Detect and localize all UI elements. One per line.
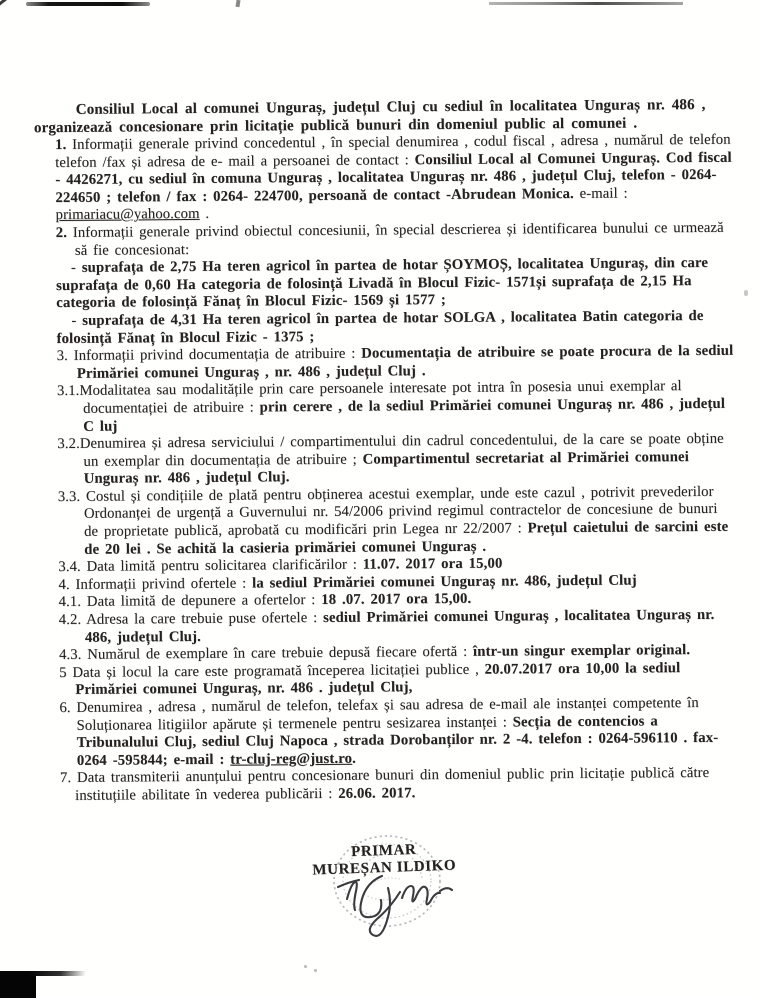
list-dash: -: [71, 312, 77, 329]
section-number: 3.1.: [56, 383, 80, 400]
section-number: 4.1.: [58, 594, 82, 611]
section-bold-text: Secția de contencios a Tribunalului Cluj, sediul Cluj Napoca , strada Dorobanților nr. 2 -4. telefon : 0264-596110 . fax- 0264 -595844; e-mail :: [76, 712, 719, 769]
section-number: 2.: [55, 224, 68, 242]
section-6: [59, 695, 739, 771]
section-text: Data limită de depunere a ofertelor :: [81, 592, 322, 611]
section-bold-text: 18 .07. 2017 ora 15,00.: [321, 591, 472, 609]
section-number: 3.3.: [57, 488, 81, 505]
section-text: Adresa la care trebuie puse ofertele :: [81, 609, 324, 628]
section-5: [59, 660, 738, 701]
section-number: 4.2.: [58, 611, 82, 629]
section-text: Informații privind documentația de atribuire :: [67, 345, 362, 365]
section-number: 3.: [56, 348, 68, 365]
document-title: [34, 97, 722, 137]
section-text: Costul și condițiile de plată pentru obținerea acestui exemplar, unde este cazul , potrivit prevederilor Ordonanței de urgență a Guvernului nr. 54/2006 privind regimul contractelor de concesiune de bunuri de proprietate publică, aprobată cu modificări prin Legea nr 22/2007 :: [80, 483, 718, 540]
section-7: [60, 765, 739, 806]
section-bold-text: într-un singur exemplar original.: [472, 642, 691, 660]
section-text: Informații privind ofertele :: [69, 575, 253, 593]
section-2-item-1: [56, 255, 735, 313]
section-3-1: [57, 378, 736, 436]
section-number: 7.: [59, 770, 72, 787]
section-bold-text: Prețul caietului de sarcini este de 20 lei . Se achită la casieria primăriei comunei Unguraș .: [84, 518, 729, 558]
section-text: Numărul de exemplare în care trebuie depusă fiecare ofertă :: [81, 643, 474, 664]
list-item-text: suprafața de 4,31 Ha teren agricol în partea de hotar SOLGA , localitatea Batin categoria de folosință Fănaț în Blocul Fizic - 1375 ;: [56, 307, 704, 347]
section-bold-text: Compartimentul secretariat al Primăriei comunei Unguraș nr. 486 , județul Cluj.: [83, 448, 689, 488]
email-text: primariacu@yahoo.com: [55, 206, 200, 224]
section-bold-text: Documentația de atribuire se poate procura de la sediul Primăriei comunei Unguraș , nr. 486 , județul Cluj .: [76, 342, 734, 382]
scan-artifact-bottom-smear: [29, 971, 86, 976]
list-dash: -: [70, 260, 77, 277]
section-3-2: [57, 431, 736, 489]
section-text: Modalitatea sau modalitățile prin care persoanele interesate pot intra în posesia unui exemplar al documentației de atribuire :: [79, 378, 682, 417]
section-3: [57, 343, 736, 384]
section-text: Informații generale privind obiectul concesiunii, în special descrierea și identificarea bunului ce urmează să fie concesionat:: [66, 219, 724, 259]
section-bold-text: la sediul Primăriei comunei Unguraș nr. 486, județul Cluj: [252, 572, 637, 592]
section-text: Data transmiterii anunțului pentru concesionare bunuri din domeniul public prin licitație publică către instituțiile abilitate în vederea publicării :: [71, 765, 710, 804]
section-number: 4.3.: [58, 647, 82, 664]
scan-artifact-dot: [304, 965, 307, 968]
section-4-2: [59, 607, 738, 648]
section-bold-text: sediul Primăriei comunei Unguraș , localitatea Unguraș nr. 486, județul Cluj.: [84, 606, 715, 646]
section-bold-text: Consiliul Local al Comunei Unguraș. Cod fiscal - 4426271, cu sediul în comuna Unguraș , localitatea Unguraș nr. 486 , județul Cluj, telefon - 0264- 224650 ; telefon / fax : 0264- 224700, persoană de contact -Abrudean Monica.: [55, 149, 732, 206]
section-number: 3.4.: [58, 559, 81, 576]
signer-title: PRIMAR: [350, 841, 417, 861]
section-1: [55, 132, 735, 225]
section-2: [56, 220, 735, 261]
section-number: 4.: [58, 576, 70, 593]
section-3-3: [58, 484, 738, 560]
email-text: tr-cluj-reg@just.ro: [230, 750, 353, 768]
section-number: 5: [59, 664, 67, 681]
section-text: Denumirea și adresa serviciului / compartimentului din cadrul concedentului, de la care se poate obține un exemplar din documentația de atribuire ;: [79, 430, 724, 470]
section-text: Data și locul la care este programată începerea licitației publice ,: [66, 661, 485, 681]
section-number: 3.2.: [57, 435, 80, 453]
section-bold-text: prin cerere , de la sediul Primăriei comunei Unguraș nr. 486 , județul C luj: [83, 395, 726, 435]
handwritten-signature-icon: [328, 860, 472, 954]
section-text: Informații generale privind concedentul , în special denumirea , codul fiscal , adresa , numărul de telefon telefon /fax și adresa de e- mail a persoanei de contact :: [55, 131, 731, 171]
section-bold-text: 26.06. 2017.: [338, 785, 416, 802]
section-number: 6.: [59, 699, 71, 717]
scan-artifact-dot: [314, 969, 317, 972]
section-tail: .: [352, 750, 357, 767]
signature-graphic: [328, 860, 472, 954]
section-bold-text: 11.07. 2017 ora 15,00: [362, 555, 503, 573]
title-line-2: organizează concesionare prin licitație publică bunuri din domeniul public al comunei .: [33, 114, 638, 136]
section-text: Denumirea , adresa , numărul de telefon, telefax și sau adresa de e-mail ale instanței competente în Soluționarea litigiilor apărute și termenele pentru sesizarea instanței :: [70, 695, 699, 734]
section-2-item-2: [56, 308, 735, 349]
email-label: e-mail :: [573, 185, 628, 202]
list-item-text: suprafața de 2,75 Ha teren agricol în partea de hotar ȘOYMOȘ, localitatea Unguraș, din care suprafața de 0,60 Ha categoria de folosință Livadă în Blocul Fizic- 1571și suprafața de 2,15 Ha categoria de folosință Fănaț în Blocul Fizic- 1569 și 1577 ;: [56, 255, 709, 312]
section-tail: .: [199, 206, 210, 223]
title-line-1: Consiliul Local al comunei Unguraș, județul Cluj cu sediul în localitatea Unguraș nr. 486 ,: [75, 96, 706, 118]
section-text: Data limită pentru solicitarea clarificărilor :: [80, 556, 363, 576]
signer-name: MUREȘAN ILDIKO: [312, 856, 457, 879]
section-number: 1.: [54, 136, 67, 154]
section-bold-text: 20.07.2017 ora 10,00 la sediul Primăriei comunei Unguraș, nr. 486 . județul Cluj,: [75, 659, 681, 699]
